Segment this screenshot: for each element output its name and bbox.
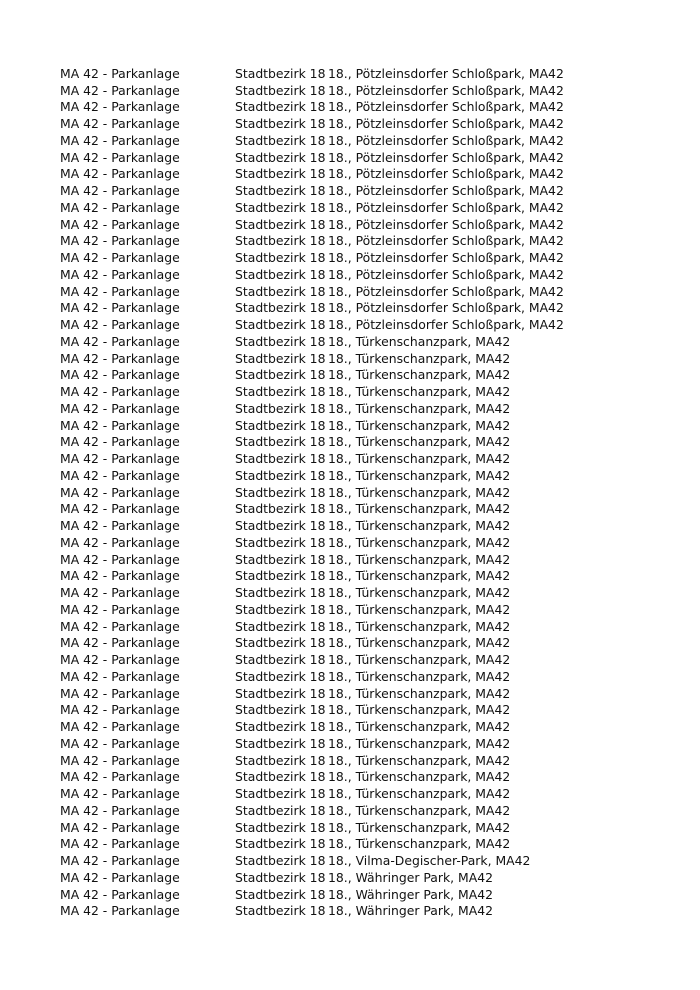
- location-cell: 18., Türkenschanzpark, MA42: [328, 601, 511, 617]
- table-row: [60, 283, 680, 300]
- table-row: [60, 752, 680, 769]
- table-row: [60, 618, 680, 635]
- location-cell: 18., Pötzleinsdorfer Schloßpark, MA42: [328, 199, 564, 215]
- location-cell: 18., Türkenschanzpark, MA42: [328, 652, 511, 668]
- district-cell: Stadtbezirk 18: [235, 266, 326, 282]
- type-cell: MA 42 - Parkanlage: [60, 132, 180, 148]
- location-cell: 18., Türkenschanzpark, MA42: [328, 819, 511, 835]
- table-row: [60, 702, 680, 719]
- table-row: [60, 517, 680, 534]
- location-cell: 18., Türkenschanzpark, MA42: [328, 618, 511, 634]
- type-cell: MA 42 - Parkanlage: [60, 283, 180, 299]
- location-cell: 18., Türkenschanzpark, MA42: [328, 518, 511, 534]
- district-cell: Stadtbezirk 18: [235, 82, 326, 98]
- district-cell: Stadtbezirk 18: [235, 317, 326, 333]
- table-row: [60, 333, 680, 350]
- district-cell: Stadtbezirk 18: [235, 183, 326, 199]
- district-cell: Stadtbezirk 18: [235, 769, 326, 785]
- table-row: [60, 434, 680, 451]
- location-cell: 18., Türkenschanzpark, MA42: [328, 635, 511, 651]
- table-row: [60, 149, 680, 166]
- type-cell: MA 42 - Parkanlage: [60, 903, 180, 919]
- type-cell: MA 42 - Parkanlage: [60, 518, 180, 534]
- table-row: [60, 534, 680, 551]
- table-row: [60, 785, 680, 802]
- type-cell: MA 42 - Parkanlage: [60, 819, 180, 835]
- location-cell: 18., Türkenschanzpark, MA42: [328, 702, 511, 718]
- location-cell: 18., Türkenschanzpark, MA42: [328, 467, 511, 483]
- district-cell: Stadtbezirk 18: [235, 668, 326, 684]
- district-cell: Stadtbezirk 18: [235, 434, 326, 450]
- location-cell: 18., Währinger Park, MA42: [328, 886, 493, 902]
- district-cell: Stadtbezirk 18: [235, 216, 326, 232]
- type-cell: MA 42 - Parkanlage: [60, 685, 180, 701]
- type-cell: MA 42 - Parkanlage: [60, 434, 180, 450]
- type-cell: MA 42 - Parkanlage: [60, 350, 180, 366]
- location-cell: 18., Türkenschanzpark, MA42: [328, 719, 511, 735]
- location-cell: 18., Türkenschanzpark, MA42: [328, 501, 511, 517]
- location-cell: 18., Pötzleinsdorfer Schloßpark, MA42: [328, 233, 564, 249]
- table-row: [60, 182, 680, 199]
- table-row: [60, 450, 680, 467]
- district-cell: Stadtbezirk 18: [235, 300, 326, 316]
- district-cell: Stadtbezirk 18: [235, 501, 326, 517]
- type-cell: MA 42 - Parkanlage: [60, 652, 180, 668]
- district-cell: Stadtbezirk 18: [235, 735, 326, 751]
- district-cell: Stadtbezirk 18: [235, 484, 326, 500]
- type-cell: MA 42 - Parkanlage: [60, 99, 180, 115]
- district-cell: Stadtbezirk 18: [235, 149, 326, 165]
- district-cell: Stadtbezirk 18: [235, 283, 326, 299]
- district-cell: Stadtbezirk 18: [235, 400, 326, 416]
- district-cell: Stadtbezirk 18: [235, 802, 326, 818]
- table-row: [60, 568, 680, 585]
- location-cell: 18., Türkenschanzpark, MA42: [328, 551, 511, 567]
- district-cell: Stadtbezirk 18: [235, 652, 326, 668]
- type-cell: MA 42 - Parkanlage: [60, 183, 180, 199]
- district-cell: Stadtbezirk 18: [235, 903, 326, 919]
- type-cell: MA 42 - Parkanlage: [60, 82, 180, 98]
- type-cell: MA 42 - Parkanlage: [60, 417, 180, 433]
- type-cell: MA 42 - Parkanlage: [60, 802, 180, 818]
- table-row: [60, 417, 680, 434]
- table-row: [60, 836, 680, 853]
- table-row: [60, 819, 680, 836]
- table-row: [60, 903, 680, 920]
- table-row: [60, 249, 680, 266]
- district-cell: Stadtbezirk 18: [235, 551, 326, 567]
- location-cell: 18., Türkenschanzpark, MA42: [328, 786, 511, 802]
- type-cell: MA 42 - Parkanlage: [60, 618, 180, 634]
- type-cell: MA 42 - Parkanlage: [60, 317, 180, 333]
- type-cell: MA 42 - Parkanlage: [60, 199, 180, 215]
- location-cell: 18., Türkenschanzpark, MA42: [328, 367, 511, 383]
- location-cell: 18., Türkenschanzpark, MA42: [328, 384, 511, 400]
- district-cell: Stadtbezirk 18: [235, 786, 326, 802]
- district-cell: Stadtbezirk 18: [235, 853, 326, 869]
- district-cell: Stadtbezirk 18: [235, 518, 326, 534]
- type-cell: MA 42 - Parkanlage: [60, 635, 180, 651]
- district-cell: Stadtbezirk 18: [235, 869, 326, 885]
- location-cell: 18., Währinger Park, MA42: [328, 869, 493, 885]
- type-cell: MA 42 - Parkanlage: [60, 886, 180, 902]
- table-row: [60, 718, 680, 735]
- district-cell: Stadtbezirk 18: [235, 635, 326, 651]
- type-cell: MA 42 - Parkanlage: [60, 568, 180, 584]
- location-cell: 18., Türkenschanzpark, MA42: [328, 417, 511, 433]
- district-cell: Stadtbezirk 18: [235, 451, 326, 467]
- district-cell: Stadtbezirk 18: [235, 333, 326, 349]
- district-cell: Stadtbezirk 18: [235, 367, 326, 383]
- type-cell: MA 42 - Parkanlage: [60, 702, 180, 718]
- table-row: [60, 484, 680, 501]
- district-cell: Stadtbezirk 18: [235, 685, 326, 701]
- table-row: [60, 886, 680, 903]
- district-cell: Stadtbezirk 18: [235, 467, 326, 483]
- type-cell: MA 42 - Parkanlage: [60, 149, 180, 165]
- table-row: [60, 852, 680, 869]
- table-row: [60, 266, 680, 283]
- type-cell: MA 42 - Parkanlage: [60, 719, 180, 735]
- location-cell: 18., Türkenschanzpark, MA42: [328, 400, 511, 416]
- type-cell: MA 42 - Parkanlage: [60, 166, 180, 182]
- location-cell: 18., Pötzleinsdorfer Schloßpark, MA42: [328, 300, 564, 316]
- type-cell: MA 42 - Parkanlage: [60, 467, 180, 483]
- district-cell: Stadtbezirk 18: [235, 250, 326, 266]
- district-cell: Stadtbezirk 18: [235, 702, 326, 718]
- type-cell: MA 42 - Parkanlage: [60, 735, 180, 751]
- park-list-table: [60, 65, 680, 919]
- table-row: [60, 551, 680, 568]
- type-cell: MA 42 - Parkanlage: [60, 233, 180, 249]
- location-cell: 18., Türkenschanzpark, MA42: [328, 685, 511, 701]
- district-cell: Stadtbezirk 18: [235, 417, 326, 433]
- district-cell: Stadtbezirk 18: [235, 618, 326, 634]
- table-row: [60, 501, 680, 518]
- type-cell: MA 42 - Parkanlage: [60, 250, 180, 266]
- district-cell: Stadtbezirk 18: [235, 819, 326, 835]
- location-cell: 18., Pötzleinsdorfer Schloßpark, MA42: [328, 116, 564, 132]
- district-cell: Stadtbezirk 18: [235, 568, 326, 584]
- table-row: [60, 350, 680, 367]
- type-cell: MA 42 - Parkanlage: [60, 534, 180, 550]
- location-cell: 18., Türkenschanzpark, MA42: [328, 735, 511, 751]
- location-cell: 18., Pötzleinsdorfer Schloßpark, MA42: [328, 65, 564, 81]
- table-row: [60, 316, 680, 333]
- table-row: [60, 735, 680, 752]
- district-cell: Stadtbezirk 18: [235, 65, 326, 81]
- type-cell: MA 42 - Parkanlage: [60, 266, 180, 282]
- type-cell: MA 42 - Parkanlage: [60, 836, 180, 852]
- table-row: [60, 99, 680, 116]
- location-cell: 18., Währinger Park, MA42: [328, 903, 493, 919]
- type-cell: MA 42 - Parkanlage: [60, 484, 180, 500]
- type-cell: MA 42 - Parkanlage: [60, 116, 180, 132]
- location-cell: 18., Pötzleinsdorfer Schloßpark, MA42: [328, 183, 564, 199]
- location-cell: 18., Türkenschanzpark, MA42: [328, 534, 511, 550]
- location-cell: 18., Türkenschanzpark, MA42: [328, 350, 511, 366]
- type-cell: MA 42 - Parkanlage: [60, 400, 180, 416]
- table-row: [60, 383, 680, 400]
- table-row: [60, 668, 680, 685]
- district-cell: Stadtbezirk 18: [235, 233, 326, 249]
- table-row: [60, 65, 680, 82]
- location-cell: 18., Türkenschanzpark, MA42: [328, 451, 511, 467]
- table-row: [60, 400, 680, 417]
- district-cell: Stadtbezirk 18: [235, 350, 326, 366]
- location-cell: 18., Türkenschanzpark, MA42: [328, 333, 511, 349]
- table-row: [60, 82, 680, 99]
- district-cell: Stadtbezirk 18: [235, 116, 326, 132]
- type-cell: MA 42 - Parkanlage: [60, 300, 180, 316]
- district-cell: Stadtbezirk 18: [235, 886, 326, 902]
- type-cell: MA 42 - Parkanlage: [60, 601, 180, 617]
- table-row: [60, 166, 680, 183]
- location-cell: 18., Türkenschanzpark, MA42: [328, 752, 511, 768]
- district-cell: Stadtbezirk 18: [235, 719, 326, 735]
- table-row: [60, 635, 680, 652]
- district-cell: Stadtbezirk 18: [235, 99, 326, 115]
- table-row: [60, 601, 680, 618]
- type-cell: MA 42 - Parkanlage: [60, 501, 180, 517]
- location-cell: 18., Pötzleinsdorfer Schloßpark, MA42: [328, 283, 564, 299]
- type-cell: MA 42 - Parkanlage: [60, 216, 180, 232]
- table-row: [60, 802, 680, 819]
- district-cell: Stadtbezirk 18: [235, 384, 326, 400]
- location-cell: 18., Türkenschanzpark, MA42: [328, 802, 511, 818]
- table-row: [60, 685, 680, 702]
- district-cell: Stadtbezirk 18: [235, 166, 326, 182]
- table-row: [60, 216, 680, 233]
- location-cell: 18., Pötzleinsdorfer Schloßpark, MA42: [328, 132, 564, 148]
- district-cell: Stadtbezirk 18: [235, 585, 326, 601]
- type-cell: MA 42 - Parkanlage: [60, 752, 180, 768]
- table-row: [60, 584, 680, 601]
- table-row: [60, 233, 680, 250]
- table-row: [60, 869, 680, 886]
- location-cell: 18., Türkenschanzpark, MA42: [328, 568, 511, 584]
- table-row: [60, 199, 680, 216]
- location-cell: 18., Pötzleinsdorfer Schloßpark, MA42: [328, 266, 564, 282]
- type-cell: MA 42 - Parkanlage: [60, 786, 180, 802]
- location-cell: 18., Pötzleinsdorfer Schloßpark, MA42: [328, 166, 564, 182]
- type-cell: MA 42 - Parkanlage: [60, 668, 180, 684]
- table-row: [60, 769, 680, 786]
- type-cell: MA 42 - Parkanlage: [60, 451, 180, 467]
- type-cell: MA 42 - Parkanlage: [60, 769, 180, 785]
- table-row: [60, 115, 680, 132]
- table-row: [60, 467, 680, 484]
- table-row: [60, 651, 680, 668]
- location-cell: 18., Türkenschanzpark, MA42: [328, 668, 511, 684]
- location-cell: 18., Pötzleinsdorfer Schloßpark, MA42: [328, 216, 564, 232]
- type-cell: MA 42 - Parkanlage: [60, 367, 180, 383]
- district-cell: Stadtbezirk 18: [235, 752, 326, 768]
- type-cell: MA 42 - Parkanlage: [60, 333, 180, 349]
- district-cell: Stadtbezirk 18: [235, 601, 326, 617]
- location-cell: 18., Türkenschanzpark, MA42: [328, 769, 511, 785]
- location-cell: 18., Pötzleinsdorfer Schloßpark, MA42: [328, 99, 564, 115]
- location-cell: 18., Türkenschanzpark, MA42: [328, 585, 511, 601]
- type-cell: MA 42 - Parkanlage: [60, 853, 180, 869]
- location-cell: 18., Pötzleinsdorfer Schloßpark, MA42: [328, 317, 564, 333]
- type-cell: MA 42 - Parkanlage: [60, 384, 180, 400]
- district-cell: Stadtbezirk 18: [235, 132, 326, 148]
- type-cell: MA 42 - Parkanlage: [60, 869, 180, 885]
- type-cell: MA 42 - Parkanlage: [60, 65, 180, 81]
- district-cell: Stadtbezirk 18: [235, 836, 326, 852]
- location-cell: 18., Türkenschanzpark, MA42: [328, 484, 511, 500]
- location-cell: 18., Pötzleinsdorfer Schloßpark, MA42: [328, 250, 564, 266]
- location-cell: 18., Vilma-Degischer-Park, MA42: [328, 853, 531, 869]
- table-row: [60, 367, 680, 384]
- table-row: [60, 300, 680, 317]
- table-row: [60, 132, 680, 149]
- district-cell: Stadtbezirk 18: [235, 534, 326, 550]
- location-cell: 18., Türkenschanzpark, MA42: [328, 836, 511, 852]
- location-cell: 18., Pötzleinsdorfer Schloßpark, MA42: [328, 149, 564, 165]
- location-cell: 18., Pötzleinsdorfer Schloßpark, MA42: [328, 82, 564, 98]
- location-cell: 18., Türkenschanzpark, MA42: [328, 434, 511, 450]
- type-cell: MA 42 - Parkanlage: [60, 585, 180, 601]
- type-cell: MA 42 - Parkanlage: [60, 551, 180, 567]
- district-cell: Stadtbezirk 18: [235, 199, 326, 215]
